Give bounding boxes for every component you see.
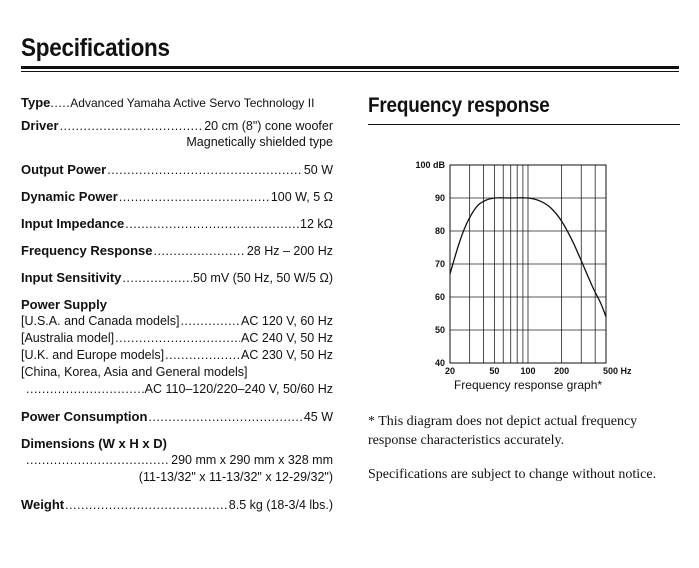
y-tick-label: 40	[434, 358, 445, 368]
spec-region: [U.K. and Europe models]	[21, 348, 165, 362]
spec-label: Input Impedance	[21, 216, 125, 231]
title-rule	[21, 66, 679, 69]
spec-type: Type ..... Advanced Yamaha Active Servo Technology II	[21, 95, 315, 110]
spec-power-row	[21, 313, 333, 330]
spec-value: Advanced Yamaha Active Servo Technology II	[70, 96, 315, 110]
spec-value: 12 kΩ	[300, 217, 333, 231]
spec-label: Driver	[21, 118, 59, 133]
spec-value: 50 mV (50 Hz, 50 W/5 Ω)	[193, 271, 333, 285]
spec-label: Type	[21, 95, 51, 110]
spec-label: Output Power	[21, 162, 107, 177]
spec-power-row	[21, 330, 333, 347]
x-tick-label: 200	[554, 366, 570, 376]
spec-value: 290 mm x 290 mm x 328 mm	[171, 453, 333, 467]
spec-frequency-response	[21, 242, 333, 259]
spec-notice: Specifications are subject to change without notice.	[368, 467, 657, 482]
spec-power-supply-label: Power Supply	[21, 297, 107, 312]
spec-output-power	[21, 161, 333, 178]
specs-list	[21, 94, 333, 513]
x-tick-label: 100	[520, 366, 536, 376]
spec-value: 45 W	[303, 410, 333, 424]
spec-dynamic-power	[21, 188, 333, 205]
x-tick-label: 50	[489, 366, 500, 376]
x-tick-label: 500 Hz	[603, 366, 632, 376]
section-rule	[368, 124, 680, 125]
spec-value: 50 W	[303, 163, 333, 177]
spec-input-sensitivity	[21, 269, 333, 286]
y-tick-label: 70	[434, 259, 445, 269]
page-title: Specifications	[21, 34, 170, 62]
spec-value: AC 230 V, 50 Hz	[241, 348, 333, 362]
spec-region: [U.S.A. and Canada models]	[21, 314, 180, 328]
spec-value: 20 cm (8") cone woofer	[204, 119, 333, 133]
spec-label: Frequency Response	[21, 243, 153, 258]
spec-driver	[21, 117, 333, 134]
spec-label: Dynamic Power	[21, 189, 118, 204]
spec-dimensions-label: Dimensions (W x H x D)	[21, 436, 167, 451]
spec-region: [China, Korea, Asia and General models]	[21, 365, 248, 379]
spec-value: AC 110–120/220–240 V, 50/60 Hz	[144, 382, 333, 396]
spec-value: 100 W, 5 Ω	[270, 190, 333, 204]
chart-caption: * This diagram does not depict actual frequency response characteristics accurately.	[368, 414, 638, 448]
spec-value: 28 Hz – 200 Hz	[246, 244, 333, 258]
section-title: Frequency response	[368, 94, 550, 117]
spec-power-consumption	[21, 408, 333, 425]
spec-value: AC 120 V, 60 Hz	[241, 314, 333, 328]
spec-label: Power Consumption	[21, 409, 148, 424]
spec-value: AC 240 V, 50 Hz	[241, 331, 333, 345]
y-tick-label: 100 dB	[415, 160, 445, 170]
frequency-response-chart	[405, 155, 645, 400]
spec-dimensions-row	[21, 452, 333, 469]
y-tick-label: 80	[434, 226, 445, 236]
spec-power-row	[21, 381, 333, 398]
spec-label: Input Sensitivity	[21, 270, 122, 285]
y-tick-label: 60	[434, 292, 445, 302]
y-tick-label: 90	[434, 193, 445, 203]
spec-label: Weight	[21, 497, 65, 512]
x-tick-label: 20	[444, 366, 456, 376]
spec-input-impedance	[21, 215, 333, 232]
spec-value-cont: (11-13/32" x 11-13/32" x 12-29/32")	[138, 470, 333, 484]
x-axis-label: Frequency response graph*	[453, 378, 603, 392]
spec-power-row	[21, 347, 333, 364]
y-tick-label: 50	[434, 325, 445, 335]
spec-region: [Australia model]	[21, 331, 115, 345]
spec-value-cont: Magnetically shielded type	[186, 135, 333, 149]
spec-value: 8.5 kg (18-3/4 lbs.)	[228, 498, 333, 512]
spec-weight	[21, 496, 333, 513]
title-rule-thin	[21, 71, 679, 72]
